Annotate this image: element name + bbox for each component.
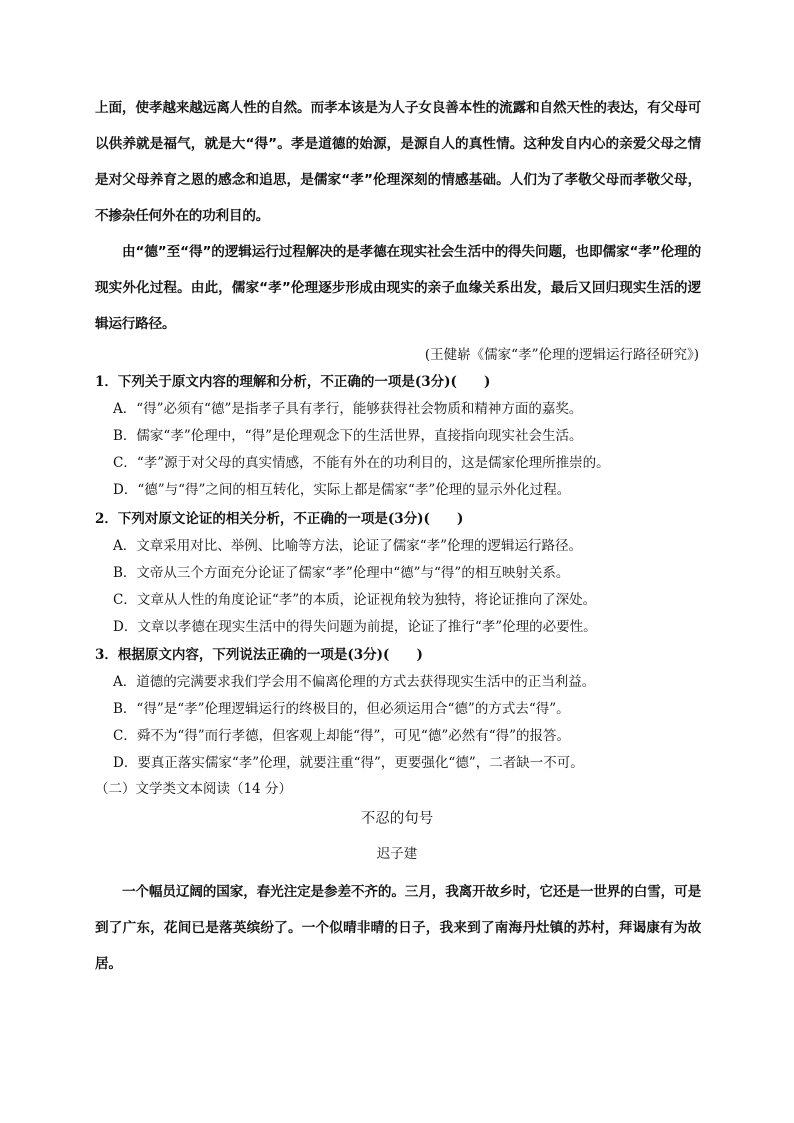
question-stem: 3．根据原文内容，下列说法正确的一项是(3分)( ) bbox=[95, 647, 423, 663]
option-b: B．“得”是“孝”伦理逻辑运行的终极目的，但必须运用合“德”的方式去“得”。 bbox=[113, 701, 570, 717]
section-heading: （二）文学类文本阅读（14 分） bbox=[95, 781, 292, 797]
option-c: C．文章从人性的角度论证“孝”的本质，论证视角较为独特，将论证推向了深处。 bbox=[113, 592, 597, 608]
option-b: B．儒家“孝”伦理中，“得”是伦理观念下的生活世界，直接指向现实社会生活。 bbox=[113, 428, 583, 444]
option-a: A．道德的完满要求我们学会用不偏离伦理的方式去获得现实生活中的正当利益。 bbox=[113, 674, 596, 690]
option-c: C．舜不为“得”而行孝德，但客观上却能“得”，可见“德”必然有“得”的报答。 bbox=[113, 728, 571, 744]
question-stem: 2．下列对原文论证的相关分析，不正确的一项是(3分)( ) bbox=[95, 511, 464, 527]
option-d: D．要真正落实儒家“孝”伦理，就要注重“得”，更要强化“德”，二者缺一不可。 bbox=[113, 755, 584, 771]
option-b: B．文帝从三个方面充分论证了儒家“孝”伦理中“德”与“得”的相互映射关系。 bbox=[113, 565, 570, 581]
option-c: C．“孝”源于对父母的真实情感，不能有外在的功利目的，这是儒家伦理所推崇的。 bbox=[113, 455, 610, 471]
option-a: A．“得”必须有“德”是指孝子具有孝行，能够获得社会物质和精神方面的嘉奖。 bbox=[113, 401, 583, 417]
passage-paragraph-1: 上面，使孝越来越远离人性的自然。而孝本该是为人子女良善本性的流露和自然天性的表达，有父母可以供养就是福气，就是大“得”。孝是道德的始源，是源自人的真性情。这种发自内心的亲爱父母之情是对父母养育之恩的感念和追思，是儒家“孝”伦理深刻的情感基础。人们为了孝敬父母而孝敬父母，不掺杂任何外在的功利目的。 bbox=[95, 100, 701, 224]
question-1 bbox=[95, 369, 715, 504]
question-2 bbox=[95, 506, 715, 641]
story-paragraph-1: 一个幅员辽阔的国家，春光注定是参差不齐的。三月，我离开故乡时，它还是一世界的白雪，可是到了广东，花间已是落英缤纷了。一个似晴非晴的日子，我来到了南海丹灶镇的苏村，拜谒康有为故居。 bbox=[95, 884, 701, 972]
story-title: 不忍的句号 bbox=[360, 811, 434, 827]
passage-paragraph-2: 由“德”至“得”的逻辑运行过程解决的是孝德在现实社会生活中的得失问题，也即儒家“孝”伦理的现实外化过程。由此，儒家“孝”伦理逐步形成由现实的亲子血缘关系出发，最后又回归现实生活的逻辑运行路径。 bbox=[95, 244, 701, 332]
option-a: A．文章采用对比、举例、比喻等方法，论证了儒家“孝”伦理的逻辑运行路径。 bbox=[113, 538, 583, 554]
question-3 bbox=[95, 642, 715, 777]
question-stem: 1．下列关于原文内容的理解和分析，不正确的一项是(3分)( ) bbox=[95, 374, 491, 390]
option-d: D．“德”与“得”之间的相互转化，实际上都是儒家“孝”伦理的显示外化过程。 bbox=[113, 482, 571, 498]
story-author: 迟子建 bbox=[376, 846, 418, 862]
option-d: D．文章以孝德在现实生活中的得失问题为前提，论证了推行“孝”伦理的必要性。 bbox=[113, 619, 597, 635]
source-citation: (王健崭《儒家“孝”伦理的逻辑运行路径研究》) bbox=[424, 347, 699, 363]
